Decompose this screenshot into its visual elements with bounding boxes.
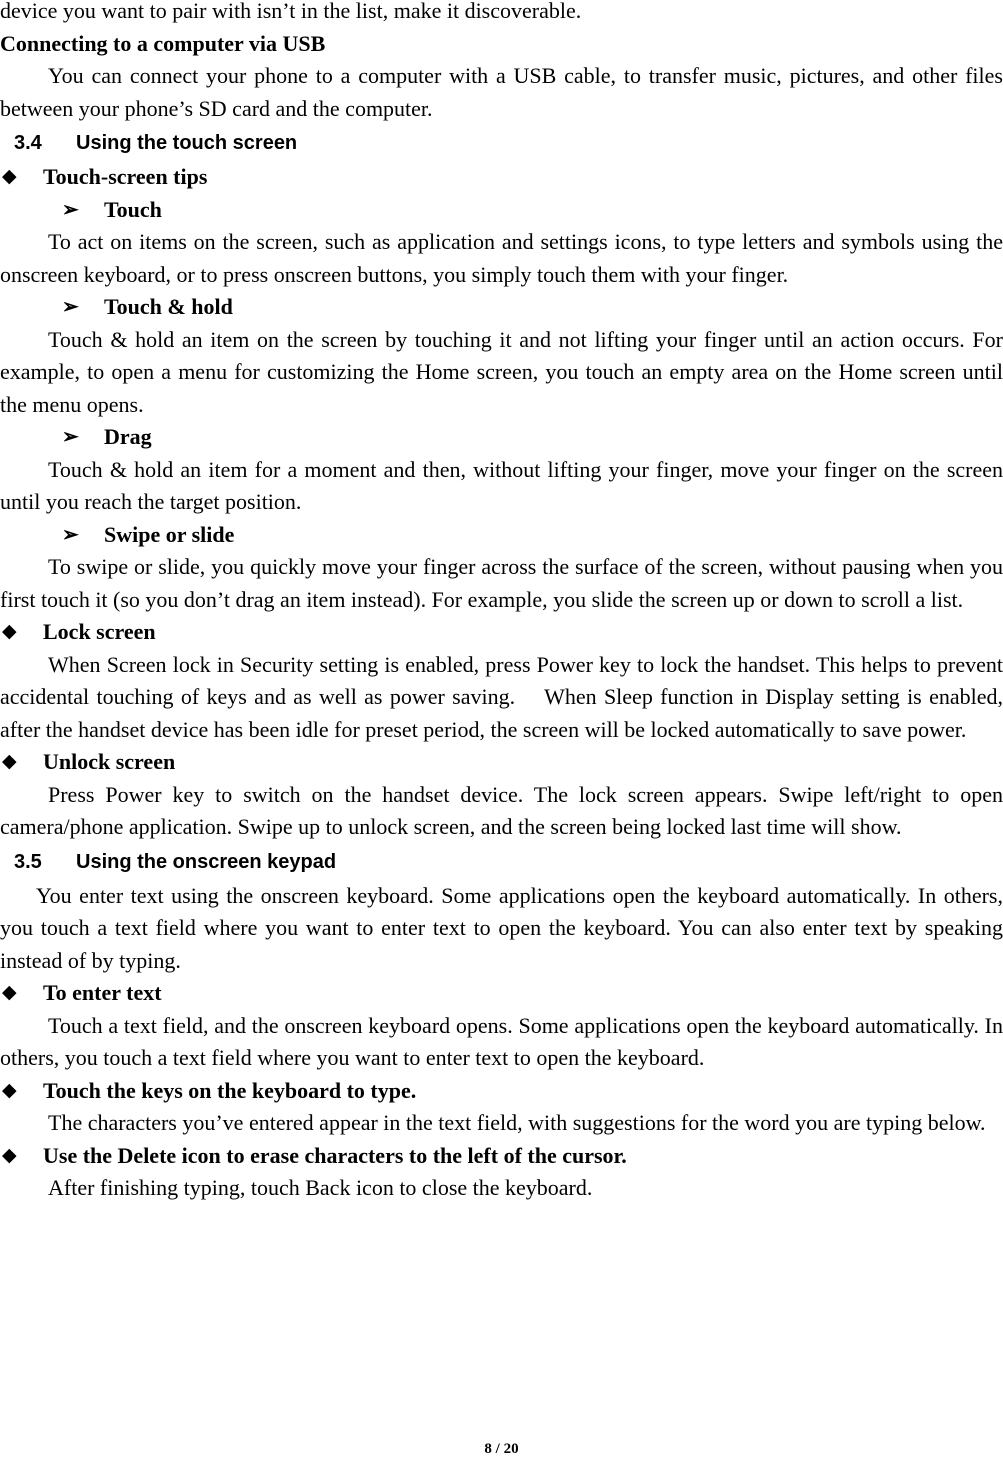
section-number: 3.4	[14, 132, 42, 154]
continued-line: device you want to pair with isn’t in the list, make it discoverable.	[0, 0, 582, 23]
arrow-bullet-icon: ➢	[62, 523, 79, 546]
section-number: 3.5	[14, 850, 42, 873]
bullet-touch-keys: ◆ Touch the keys on the keyboard to type.	[0, 1075, 1003, 1108]
diamond-bullet-icon: ◆	[2, 982, 17, 1003]
bullet-lock-screen: ◆ Lock screen	[0, 616, 1003, 649]
diamond-bullet-icon: ◆	[2, 751, 17, 772]
subheading-touch: ➢ Touch	[0, 194, 1003, 227]
diamond-bullet-icon: ◆	[2, 1144, 17, 1166]
touch-keys-paragraph: The characters you’ve entered appear in the text field, with suggestions for the word you are typing below.	[48, 1110, 986, 1135]
subheading-touch-hold: ➢ Touch & hold	[0, 291, 1003, 324]
usb-heading: Connecting to a computer via USB	[0, 30, 326, 56]
drag-paragraph: Touch & hold an item for a moment and then, without lifting your finger, move your finger on the screen until you reach the target position.	[0, 456, 1003, 514]
bullet-touch-screen-tips: ◆ Touch-screen tips	[0, 161, 1003, 194]
enter-text-paragraph: Touch a text field, and the onscreen keyboard opens. Some applications open the keyboard automatically. In others, you touch a text field where you want to enter text to open the keyboard.	[0, 1012, 1003, 1070]
unlock-paragraph: Press Power key to switch on the handset device. The lock screen appears. Swipe left/right to open camera/phone application. Swipe up to unlock screen, and the screen being locked last time will show.	[0, 781, 1003, 839]
arrow-bullet-icon: ➢	[62, 296, 79, 318]
section-heading-3-4	[0, 127, 1003, 159]
arrow-bullet-icon: ➢	[62, 426, 79, 448]
delete-paragraph: After finishing typing, touch Back icon to close the keyboard.	[48, 1175, 593, 1200]
bullet-delete-icon: ◆ Use the Delete icon to erase characters to the left of the cursor.	[0, 1140, 1003, 1173]
usb-paragraph: You can connect your phone to a computer with a USB cable, to transfer music, pictures, and other files between your phone’s SD card and the computer.	[0, 63, 1003, 121]
diamond-bullet-icon: ◆	[2, 1079, 17, 1101]
diamond-bullet-icon: ◆	[2, 621, 17, 642]
page-number: 8 / 20	[484, 1441, 519, 1457]
section-title: Using the touch screen	[76, 132, 298, 154]
diamond-bullet-icon: ◆	[2, 166, 17, 187]
section-title: Using the onscreen keypad	[76, 850, 337, 873]
arrow-bullet-icon: ➢	[62, 198, 79, 221]
bullet-to-enter-text: ◆ To enter text	[0, 977, 1003, 1010]
touch-hold-paragraph: Touch & hold an item on the screen by touching it and not lifting your finger until an action occurs. For example, to open a menu for customizing the Home screen, you touch an empty area on the Home screen until the menu opens.	[0, 326, 1003, 417]
lock-paragraph: When Screen lock in Security setting is enabled, press Power key to lock the handset. This helps to prevent accidental touching of keys and as well as power saving. When Sleep function in Display setting is enabled, after the handset device has been idle for preset period, the screen will be locked automatically to save power.	[0, 651, 1003, 742]
bullet-unlock-screen: ◆ Unlock screen	[0, 746, 1003, 779]
subheading-swipe: ➢ Swipe or slide	[0, 519, 1003, 552]
subheading-drag: ➢ Drag	[0, 421, 1003, 454]
swipe-paragraph: To swipe or slide, you quickly move your finger across the surface of the screen, without pausing when you first touch it (so you don’t drag an item instead). For example, you slide the screen up or down to scroll a list.	[0, 554, 1003, 612]
section-heading-3-5	[0, 846, 1003, 878]
touch-paragraph: To act on items on the screen, such as application and settings icons, to type letters and symbols using the onscreen keyboard, or to press onscreen buttons, you simply touch them with your finger.	[0, 229, 1003, 287]
keypad-intro-paragraph: You enter text using the onscreen keyboard. Some applications open the keyboard automatically. In others, you touch a text field where you want to enter text to open the keyboard. You can also enter text by speaking instead of by typing.	[0, 882, 1003, 973]
